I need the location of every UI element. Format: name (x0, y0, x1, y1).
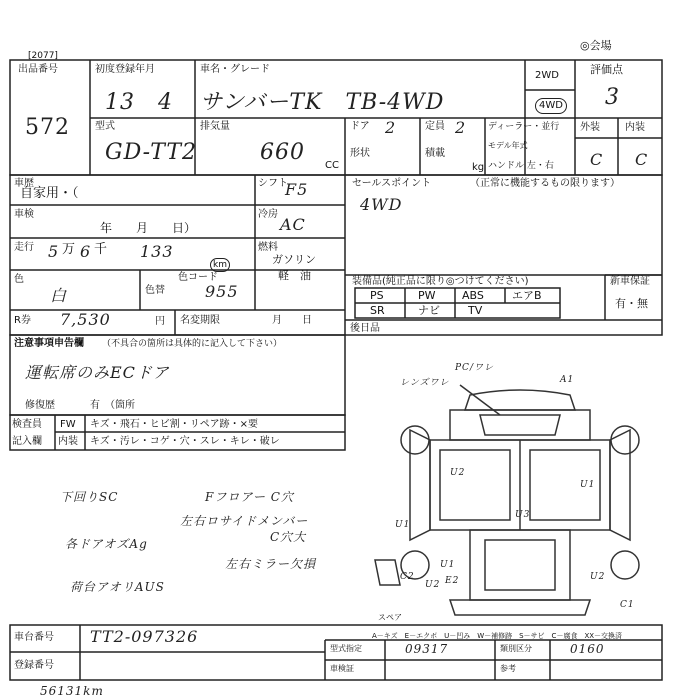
shift-value: F5 (285, 180, 309, 199)
new-car-warranty-label: 新車保証 (610, 276, 650, 287)
equip-airbag: エアB (512, 289, 542, 302)
legend: A－キズ E－エクボ U－凹み W－補修跡 S－サビ C－腐食 XX－交換済 (372, 632, 623, 640)
inspection-date: 年 月 日） (100, 221, 197, 235)
history-value: 自家用・（ (20, 186, 79, 201)
capacity-label: 定員 (425, 121, 445, 132)
handle-label: ハンドル 左・右 (488, 161, 554, 171)
entry-section-label: 記入欄 (12, 436, 42, 447)
diagram-mark-e2: E2 (445, 576, 460, 586)
later-documents-label: 後日品 (350, 323, 380, 334)
fuel-gasoline: ガソリン (272, 253, 316, 266)
color-code-label: 色コード (178, 272, 218, 283)
fuel-diesel: 軽 油 (278, 269, 311, 282)
shape-label: 形状 (350, 148, 370, 159)
venue-stamp: ◎会場 (580, 39, 612, 52)
first-registration-label: 初度登録年月 (95, 64, 155, 75)
diagram-mark-a1: A1 (560, 375, 575, 385)
notes-text: 運転席のみECドア (25, 363, 170, 382)
recycle-amount: 7,530 (60, 310, 111, 329)
equip-abs: ABS (462, 289, 484, 302)
mileage-digit: 6 (80, 242, 92, 261)
new-car-warranty-value: 有・無 (615, 297, 648, 310)
capacity-value: 2 (455, 118, 467, 137)
cooling-value: AC (280, 215, 306, 234)
fw-text: キズ・飛石・ヒビ割・リペア跡・×要 (90, 419, 258, 430)
handwriting-note-5: 各ドアオズAg (65, 537, 148, 551)
category-number-label: 類別区分 (500, 644, 532, 653)
diagram-mark-lens: レンズワレ (400, 378, 450, 388)
color-value: 白 (50, 286, 68, 305)
mileage-label: 走行 (14, 242, 34, 253)
color-label: 色 (14, 274, 24, 285)
interior-row-text: キズ・汚レ・コゲ・穴・スレ・キレ・破レ (90, 436, 280, 447)
chassis-number-label: 車台番号 (14, 632, 54, 643)
dealer-label: ディーラー・並行 (488, 122, 560, 132)
chassis-number-value: TT2-097326 (90, 627, 199, 646)
diagram-mark-c1: C1 (620, 600, 635, 610)
kg-label: kg (472, 162, 485, 173)
first-registration-value: 13 4 (105, 90, 173, 115)
km-label: km (210, 258, 230, 272)
lot-number: 572 (25, 115, 70, 140)
equip-sr: SR (370, 304, 385, 317)
diagram-mark-u3: U3 (515, 510, 531, 520)
handwriting-note-6: 左右ミラー欠損 (225, 557, 317, 571)
sales-point-value: 4WD (360, 195, 403, 214)
mileage-man-label: 万 (62, 242, 76, 257)
drive-4wd-label: 4WD (535, 98, 567, 114)
notes-label: 注意事項申告欄 (14, 338, 84, 349)
name-change-label: 名変期限 (180, 315, 220, 326)
equip-pw: PW (418, 289, 436, 302)
color-change-label: 色替 (145, 285, 165, 296)
model-designation-value: 09317 (405, 642, 449, 656)
notes-note: （不具合の箇所は具体的に記入して下さい） (102, 339, 283, 349)
model-type-value: GD-TT2 (105, 140, 198, 165)
handwriting-note-7: 荷台アオリAUS (70, 580, 165, 594)
diagram-mark-u2-a: U2 (450, 468, 466, 478)
lot-number-label: 出品番号 (18, 64, 58, 75)
score-label: 評価点 (590, 63, 623, 76)
exterior-label: 外装 (580, 122, 600, 133)
color-code-value: 955 (205, 282, 239, 301)
displacement-label: 排気量 (200, 121, 230, 132)
inspection-label: 車検 (14, 209, 34, 220)
sheet-code: [2077] (28, 51, 58, 61)
drive-2wd-label: 2WD (535, 70, 559, 81)
fw-label: FW (60, 419, 76, 430)
cc-label: CC (325, 160, 339, 171)
equipment-label: 装備品(純正品に限り◎つけてください) (352, 276, 529, 287)
diagram-mark-u2-c: U2 (590, 572, 606, 582)
model-type-label: 型式 (95, 121, 115, 132)
diagram-mark-spare: スペア (378, 613, 402, 622)
handwriting-note-4: C穴大 (270, 530, 307, 544)
diagram-mark-pc: PC/ワレ (455, 363, 494, 373)
category-value: 0160 (570, 642, 605, 656)
model-grade-label: 車名・グレード (200, 64, 270, 75)
mileage-sen-label: 千 (94, 242, 108, 257)
recycle-label: R券 (14, 315, 31, 326)
load-label: 積載 (425, 148, 445, 159)
inspector-label: 検査員 (12, 419, 42, 430)
interior-row-label: 内装 (58, 436, 78, 447)
model-designation-label: 型式指定 (330, 644, 362, 653)
diagram-mark-u1-b: U1 (395, 520, 411, 530)
handwriting-note-2: Fフロアー C穴 (205, 490, 294, 504)
history-label: 車歴 (14, 178, 34, 189)
model-grade-value: サンバーTK TB-4WD (200, 90, 445, 115)
equip-tv: TV (468, 304, 483, 317)
handwriting-note-1: 下回りSC (60, 490, 119, 504)
sales-point-label: セールスポイント (352, 178, 432, 189)
diagram-mark-u2-b: U2 (425, 580, 441, 590)
displacement-value: 660 (260, 140, 305, 165)
equip-ps: PS (370, 289, 384, 302)
equip-navi: ナビ (418, 304, 440, 317)
repair-history-value: 有 （箇所 (90, 400, 135, 411)
yen-label: 円 (155, 316, 165, 327)
bottom-mileage: 56131km (40, 684, 104, 698)
exterior-grade: C (590, 150, 604, 169)
repair-history-label: 修復歴 (25, 400, 55, 411)
sales-point-note: （正常に機能するもの限ります） (470, 178, 620, 189)
interior-label: 内装 (625, 122, 645, 133)
diagram-mark-u1-c: U1 (440, 560, 456, 570)
mileage-man: 5 (48, 242, 60, 261)
reference-label: 参考 (500, 664, 516, 673)
name-change-date: 月 日 (272, 315, 312, 326)
shift-label: シフト (258, 178, 288, 189)
diagram-mark-c2: C2 (400, 572, 415, 582)
doors-value: 2 (385, 118, 397, 137)
fuel-label: 燃料 (258, 242, 278, 253)
handwriting-note-3: 左右ロサイドメンバー (180, 514, 309, 528)
interior-grade: C (635, 150, 649, 169)
model-year-label: モデル年式 (488, 141, 528, 150)
score-value: 3 (605, 85, 620, 110)
doors-label: ドア (350, 121, 370, 132)
mileage-rest: 133 (140, 242, 174, 261)
registration-number-label: 登録番号 (14, 660, 54, 671)
diagram-mark-u1-a: U1 (580, 480, 596, 490)
inspection-ref-label: 車検証 (330, 664, 354, 673)
cooling-label: 冷房 (258, 209, 278, 220)
